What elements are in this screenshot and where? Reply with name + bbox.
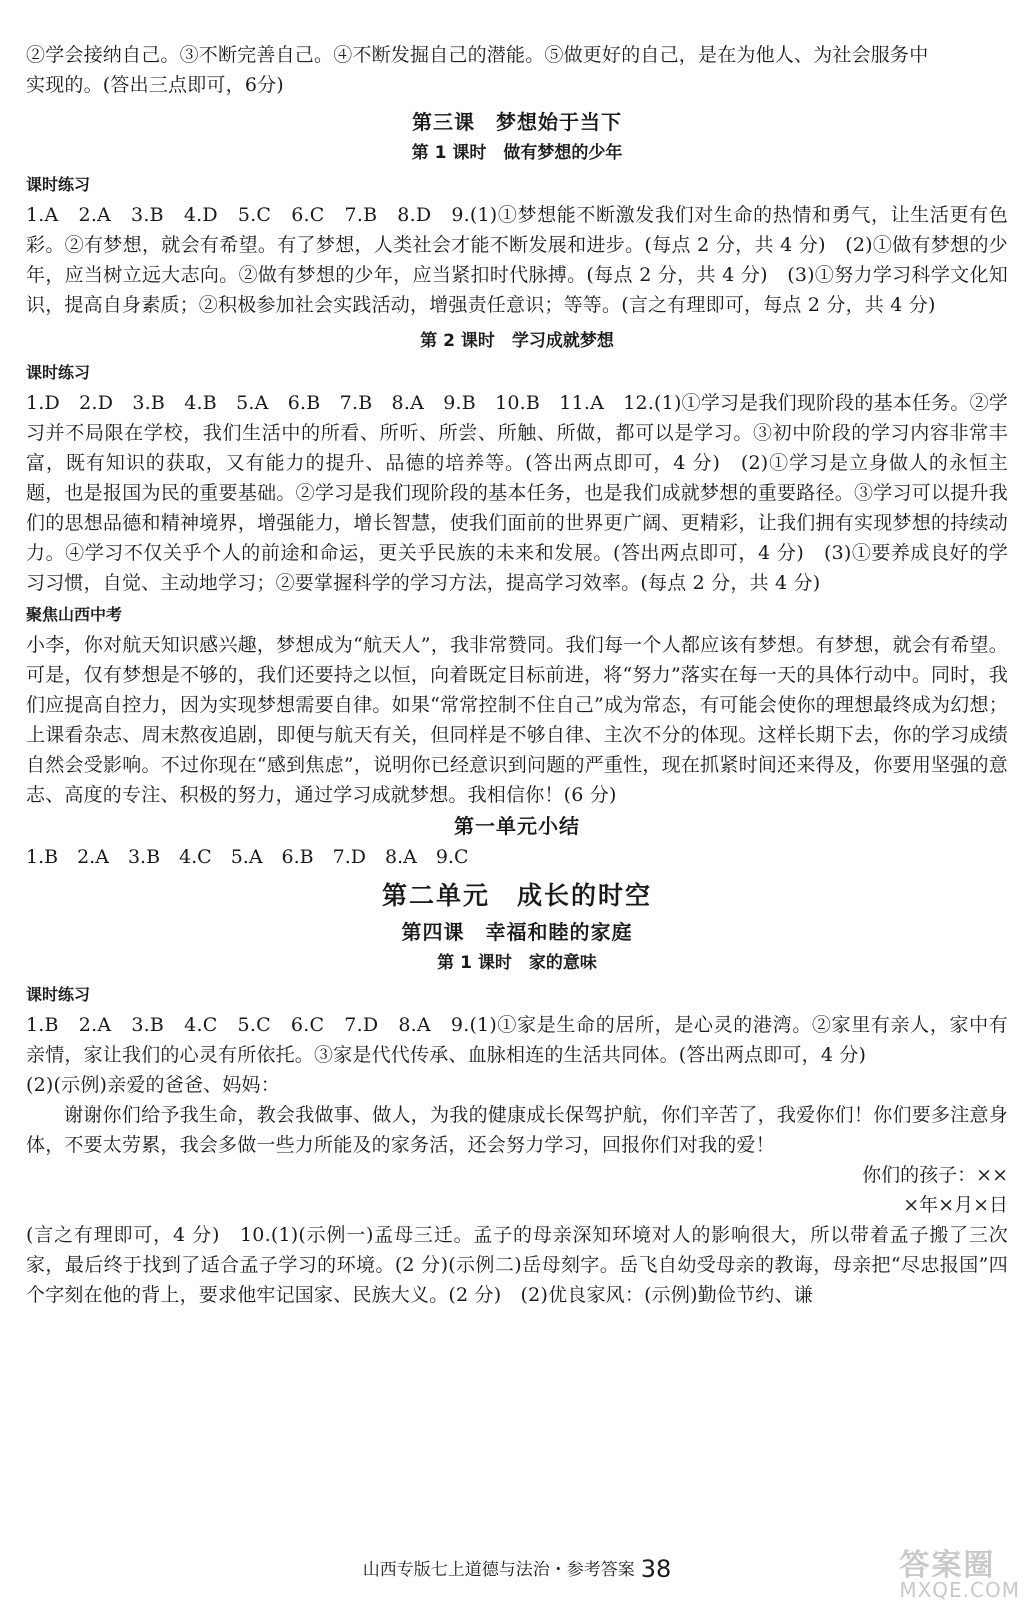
section-label-exam-focus: 聚焦山西中考 — [26, 605, 123, 624]
section-label: 课时练习 — [26, 985, 91, 1004]
watermark-url: MXQE.COM — [899, 1578, 1020, 1602]
lesson-3-period-1-title: 第 1 课时 做有梦想的少年 — [411, 143, 623, 163]
lesson-4-period-1-answers-continued: (言之有理即可，4 分) 10.(1)(示例一)孟母三迁。孟子的母亲深知环境对人的影响很大，所以带着孟子搬了三次家，最后终于找到了适合孟子学习的环境。(2 分)(示例二)岳母刻字。岳飞自幼受母亲的教诲，母亲把“尽忠报国”四个字刻在他的背上，要求他牢记国家、民族大义。(2 分) (2)优良家风：(示例)勤俭节约、谦 — [26, 1224, 1008, 1306]
unit-2-title: 第二单元 成长的时空 — [381, 881, 652, 910]
lesson-3-period-2-title: 第 2 课时 学习成就梦想 — [420, 331, 614, 351]
page-number: 38 — [640, 1555, 672, 1583]
lesson-3-period-1-answers: 1.A 2.A 3.B 4.D 5.C 6.C 7.B 8.D 9.(1)①梦想能不断激发我们对生命的热情和勇气，让生活更有色彩。②有梦想，就会有希望。有了梦想，人类社会才能不断发展和进步。(每点 2 分，共 4 分) (2)①做有梦想的少年，应当树立远大志向。②做有梦想的少年，应当紧扣时代脉搏。(每点 2 分，共 4 分) (3)①努力学习科学文化知识，提高自身素质；②积极参加社会实践活动，增强责任意识；等等。(言之有理即可，每点 2 分，共 4 分) — [26, 204, 1008, 316]
lesson-4-title: 第四课 幸福和睦的家庭 — [401, 920, 633, 944]
exam-essay: 小李，你对航天知识感兴趣，梦想成为“航天人”，我非常赞同。我们每一个人都应该有梦想。有梦想，就会有希望。可是，仅有梦想是不够的，我们还要持之以恒，向着既定目标前进，将“努力”落实在每一天的具体行动中。同时，我们应提高自控力，因为实现梦想需要自律。如果“常常控制不住自己”成为常态，有可能会使你的理想最终成为幻想；上课看杂志、周末熬夜追剧，即便与航天有关，但同样是不够自律、主次不分的体现。这样长期下去，你的学习成绩自然会受影响。不过你现在“感到焦虑”，说明你已经意识到问题的严重性，现在抓紧时间还来得及，你要用坚强的意志、高度的专注、积极的努力，通过学习成就梦想。我相信你！(6 分) — [26, 634, 1008, 806]
watermark-text: 答案圈 — [899, 1548, 996, 1583]
top-line-2: 实现的。(答出三点即可，6分) — [26, 74, 284, 96]
lesson-4-period-1-answers: 1.B 2.A 3.B 4.C 5.C 6.C 7.D 8.A 9.(1)①家是生命的居所，是心灵的港湾。②家里有亲人，家中有亲情，家让我们的心灵有所依托。③家是代代传承、血脉相连的生活共同体。(答出两点即可，4 分) — [26, 1014, 1008, 1066]
section-label: 课时练习 — [26, 175, 91, 194]
letter-body: 谢谢你们给予我生命，教会我做事、做人，为我的健康成长保驾护航，你们辛苦了，我爱你们！你们要多注意身体，不要太劳累，我会多做一些力所能及的家务活，还会努力学习，回报你们对我的爱！ — [26, 1104, 1008, 1156]
letter-date: ×年×月×日 — [903, 1194, 1008, 1216]
letter-signature: 你们的孩子：×× — [862, 1164, 1008, 1186]
lesson-3-title: 第三课 梦想始于当下 — [412, 110, 622, 134]
unit-1-summary-answers: 1.B 2.A 3.B 4.C 5.A 6.B 7.D 8.A 9.C — [26, 846, 469, 868]
top-line-1: ②学会接纳自己。③不断完善自己。④不断发掘自己的潜能。⑤做更好的自己，是在为他人、为社会服务中 — [26, 44, 929, 66]
unit-1-summary-title: 第一单元小结 — [454, 814, 580, 838]
watermark-logo — [899, 1540, 1020, 1602]
footer-text: 山西专版七上道德与法治・参考答案 — [362, 1560, 635, 1580]
letter-salutation: (2)(示例)亲爱的爸爸、妈妈： — [26, 1074, 280, 1096]
page-footer — [0, 1555, 1034, 1584]
lesson-3-period-2-answers: 1.D 2.D 3.B 4.B 5.A 6.B 7.B 8.A 9.B 10.B 11.A 12.(1)①学习是我们现阶段的基本任务。②学习并不局限在学校，我们生活中的所看、所听、所尝、所触、所做，都可以是学习。③初中阶段的学习内容非常丰富，既有知识的获取，又有能力的提升、品德的培养等。(答出两点即可，4 分) (2)①学习是立身做人的永恒主题，也是报国为民的重要基础。②学习是我们现阶段的基本任务，也是我们成就梦想的重要路径。③学习可以提升我们的思想品德和精神境界，增强能力，增长智慧，使我们面前的世界更广阔、更精彩，让我们拥有实现梦想的持续动力。④学习不仅关乎个人的前途和命运，更关乎民族的未来和发展。(答出两点即可，4 分) (3)①要养成良好的学习习惯，自觉、主动地学习；②要掌握科学的学习方法，提高学习效率。(每点 2 分，共 4 分) — [26, 392, 1008, 594]
answer-page — [26, 40, 1008, 1310]
section-label: 课时练习 — [26, 363, 91, 382]
lesson-4-period-1-title: 第 1 课时 家的意味 — [437, 953, 597, 973]
